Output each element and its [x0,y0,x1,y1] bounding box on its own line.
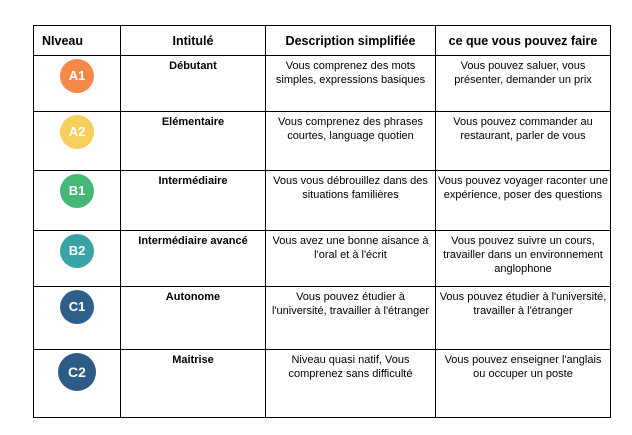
cefr-levels-table [33,25,611,418]
level-description: Vous vous débrouillez dans des situations familières [266,171,436,231]
level-can-do: Vous pouvez voyager raconter une expérience, poser des questions [436,171,611,231]
level-cell [34,231,121,287]
header-niveau: NIveau [34,26,121,56]
level-can-do: Vous pouvez enseigner l'anglais ou occuper un poste [436,350,611,418]
level-cell [34,112,121,171]
level-description: Vous comprenez des phrases courtes, language quotien [266,112,436,171]
table-row-a2 [34,112,611,171]
level-cell [34,287,121,350]
level-cell [34,171,121,231]
level-cell [34,350,121,418]
level-badge-a1: A1 [60,59,94,93]
level-title: Maitrise [121,350,266,418]
level-description: Vous pouvez étudier à l'université, travailler à l'étranger [266,287,436,350]
level-description: Vous comprenez des mots simples, expressions basiques [266,56,436,112]
level-title: Débutant [121,56,266,112]
level-badge-a2: A2 [60,115,94,149]
level-can-do: Vous pouvez saluer, vous présenter, demander un prix [436,56,611,112]
level-badge-b2: B2 [60,234,94,268]
header-description: Description simplifiée [266,26,436,56]
table-row-c2 [34,350,611,418]
table-row-b2 [34,231,611,287]
header-capacites: ce que vous pouvez faire [436,26,611,56]
level-can-do: Vous pouvez commander au restaurant, parler de vous [436,112,611,171]
level-title: Elémentaire [121,112,266,171]
level-badge-c2: C2 [58,353,96,391]
level-can-do: Vous pouvez étudier à l'université, travailler à l'étranger [436,287,611,350]
level-title: Intermédiaire avancé [121,231,266,287]
level-description: Niveau quasi natif, Vous comprenez sans difficulté [266,350,436,418]
level-title: Intermédiaire [121,171,266,231]
table-row-c1 [34,287,611,350]
header-row [34,26,611,56]
table-row-b1 [34,171,611,231]
table-row-a1 [34,56,611,112]
level-can-do: Vous pouvez suivre un cours, travailler dans un environnement anglophone [436,231,611,287]
level-badge-b1: B1 [60,174,94,208]
level-cell [34,56,121,112]
level-badge-c1: C1 [60,290,94,324]
level-title: Autonome [121,287,266,350]
level-description: Vous avez une bonne aisance à l'oral et à l'écrit [266,231,436,287]
header-intitule: Intitulé [121,26,266,56]
